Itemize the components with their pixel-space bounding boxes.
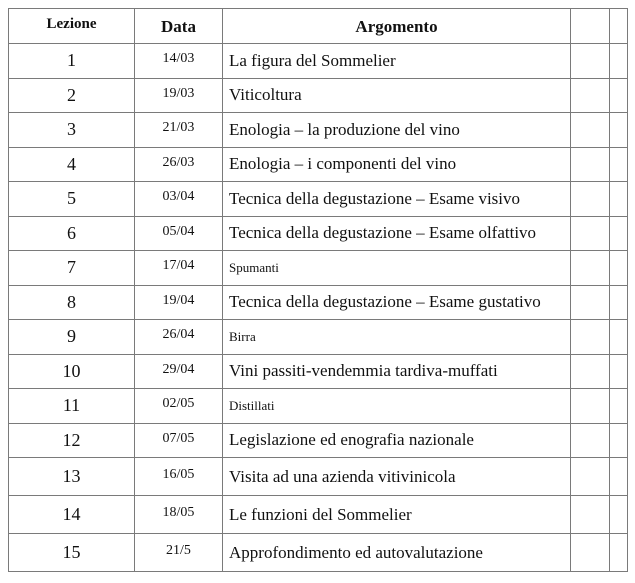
date-cell: 05/04 [135,216,223,251]
header-lesson: Lezione [9,9,135,44]
extra-cell-1 [571,251,610,286]
lesson-number-cell: 5 [9,182,135,217]
lesson-number-cell: 6 [9,216,135,251]
extra-cell-2 [610,182,628,217]
lesson-number-cell: 1 [9,44,135,79]
date-cell: 16/05 [135,458,223,496]
date-cell: 18/05 [135,496,223,534]
lesson-number-cell: 15 [9,534,135,572]
extra-cell-1 [571,320,610,355]
table-body [9,44,628,572]
header-date: Data [135,9,223,44]
topic-cell: Enologia – i componenti del vino [223,147,571,182]
topic-cell: Legislazione ed enografia nazionale [223,423,571,458]
extra-cell-1 [571,458,610,496]
table-row [9,216,628,251]
topic-cell: Distillati [223,389,571,424]
date-cell: 03/04 [135,182,223,217]
extra-cell-2 [610,534,628,572]
lesson-number-cell: 9 [9,320,135,355]
table-row [9,320,628,355]
date-cell: 21/03 [135,113,223,148]
extra-cell-2 [610,113,628,148]
extra-cell-1 [571,285,610,320]
topic-cell: La figura del Sommelier [223,44,571,79]
table-row [9,44,628,79]
extra-cell-1 [571,423,610,458]
extra-cell-2 [610,285,628,320]
extra-cell-2 [610,251,628,286]
table-row [9,78,628,113]
extra-cell-1 [571,354,610,389]
table-row [9,113,628,148]
extra-cell-2 [610,216,628,251]
topic-cell: Viticoltura [223,78,571,113]
table-row [9,251,628,286]
lesson-number-cell: 12 [9,423,135,458]
table-row [9,534,628,572]
extra-cell-2 [610,496,628,534]
header-row [9,9,628,44]
extra-cell-2 [610,320,628,355]
extra-cell-1 [571,216,610,251]
topic-cell: Enologia – la produzione del vino [223,113,571,148]
topic-cell: Vini passiti-vendemmia tardiva-muffati [223,354,571,389]
topic-cell: Birra [223,320,571,355]
extra-cell-1 [571,44,610,79]
lesson-number-cell: 4 [9,147,135,182]
extra-cell-2 [610,78,628,113]
date-cell: 26/04 [135,320,223,355]
extra-cell-1 [571,78,610,113]
lesson-schedule-table [8,8,628,572]
table-row [9,285,628,320]
header-extra-1 [571,9,610,44]
lesson-number-cell: 14 [9,496,135,534]
extra-cell-2 [610,147,628,182]
lesson-number-cell: 11 [9,389,135,424]
lesson-number-cell: 2 [9,78,135,113]
topic-cell: Tecnica della degustazione – Esame olfattivo [223,216,571,251]
lesson-number-cell: 7 [9,251,135,286]
extra-cell-2 [610,458,628,496]
date-cell: 07/05 [135,423,223,458]
topic-cell: Visita ad una azienda vitivinicola [223,458,571,496]
extra-cell-1 [571,113,610,148]
table-row [9,182,628,217]
extra-cell-2 [610,354,628,389]
date-cell: 17/04 [135,251,223,286]
header-extra-2 [610,9,628,44]
table-row [9,147,628,182]
table-row [9,354,628,389]
table-row [9,423,628,458]
date-cell: 19/03 [135,78,223,113]
topic-cell: Tecnica della degustazione – Esame visivo [223,182,571,217]
lesson-number-cell: 8 [9,285,135,320]
topic-cell: Tecnica della degustazione – Esame gustativo [223,285,571,320]
extra-cell-1 [571,147,610,182]
extra-cell-2 [610,389,628,424]
header-topic: Argomento [223,9,571,44]
date-cell: 29/04 [135,354,223,389]
topic-cell: Le funzioni del Sommelier [223,496,571,534]
date-cell: 14/03 [135,44,223,79]
table-row [9,458,628,496]
topic-cell: Spumanti [223,251,571,286]
date-cell: 26/03 [135,147,223,182]
topic-cell: Approfondimento ed autovalutazione [223,534,571,572]
extra-cell-1 [571,389,610,424]
lesson-number-cell: 10 [9,354,135,389]
date-cell: 19/04 [135,285,223,320]
table-row [9,496,628,534]
date-cell: 21/5 [135,534,223,572]
extra-cell-1 [571,496,610,534]
extra-cell-2 [610,423,628,458]
table-row [9,389,628,424]
lesson-number-cell: 3 [9,113,135,148]
extra-cell-1 [571,182,610,217]
extra-cell-1 [571,534,610,572]
date-cell: 02/05 [135,389,223,424]
extra-cell-2 [610,44,628,79]
lesson-number-cell: 13 [9,458,135,496]
